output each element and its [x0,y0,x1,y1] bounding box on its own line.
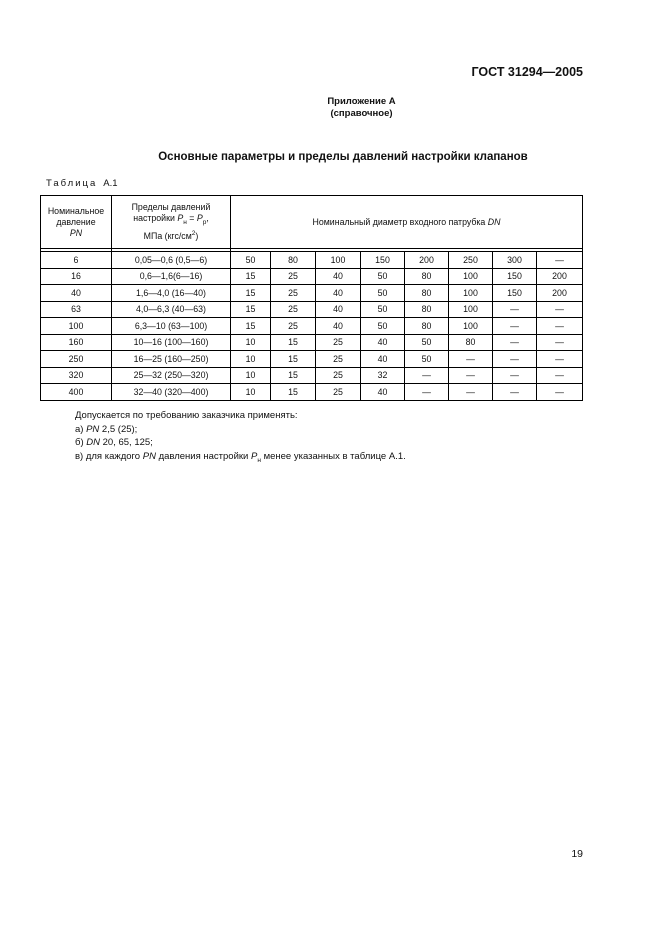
note-c-prefix: в) для каждого [75,450,143,462]
row-diameter-cell: — [449,351,493,368]
row-diameter-cell: 40 [316,285,361,302]
row-diameter-cell: 80 [449,334,493,351]
row-diameter-cell: 15 [231,318,271,335]
row-diameter-cell: — [493,384,537,401]
header-col2-line2-prefix: настройки [133,213,178,224]
header-col1-line2: давление [56,216,96,227]
row-nominal-pressure: 63 [41,301,112,318]
header-col2-line3-suffix: ) [195,230,199,241]
header-nominal-pressure [41,196,112,249]
row-diameter-cell: — [537,334,583,351]
header-col2-pn-sub: н [183,218,187,226]
note-c-italic: PN [142,450,156,462]
header-col3-italic: DN [487,216,501,227]
page-number: 19 [571,848,583,860]
row-diameter-cell: — [493,334,537,351]
row-diameter-cell: 80 [405,301,449,318]
row-diameter-cell: 50 [405,351,449,368]
row-diameter-cell: 15 [271,351,316,368]
row-diameter-cell: — [537,351,583,368]
row-diameter-cell: 200 [537,268,583,285]
row-diameter-cell: — [493,351,537,368]
note-b-prefix: б) [75,437,87,448]
row-diameter-cell: 15 [231,301,271,318]
row-diameter-cell: 10 [231,351,271,368]
row-diameter-cell: — [537,367,583,384]
row-diameter-cell: 50 [361,268,405,285]
row-diameter-cell: 100 [449,301,493,318]
row-diameter-cell: 200 [405,252,449,269]
note-b [75,436,406,450]
row-diameter-cell: — [493,301,537,318]
row-pressure-limits: 6,3—10 (63—100) [112,318,231,335]
parameters-table [40,195,583,401]
standard-code: ГОСТ 31294—2005 [471,65,583,79]
table-row [41,301,583,318]
row-diameter-cell: 100 [449,268,493,285]
row-diameter-cell: 50 [361,285,405,302]
table-row [41,318,583,335]
row-diameter-cell: — [537,318,583,335]
row-diameter-cell: — [493,367,537,384]
table-body [41,252,583,401]
header-col2-sup: 2 [191,229,196,237]
row-diameter-cell: — [537,384,583,401]
row-diameter-cell: — [449,384,493,401]
row-diameter-cell: 80 [405,318,449,335]
row-diameter-cell: 40 [316,301,361,318]
section-title [0,151,661,163]
header-col2-line1: Пределы давлений [131,202,211,213]
note-c [75,450,406,467]
row-diameter-cell: 40 [361,334,405,351]
row-nominal-pressure: 320 [41,367,112,384]
row-diameter-cell: 15 [271,384,316,401]
appendix-subtitle: (справочное) [330,108,393,119]
header-col1-line3: PN [69,227,83,238]
row-nominal-pressure: 400 [41,384,112,401]
row-pressure-limits: 1,6—4,0 (16—40) [112,285,231,302]
row-diameter-cell: 15 [231,285,271,302]
note-a-italic: PN [86,423,100,435]
row-diameter-cell: 15 [231,268,271,285]
row-diameter-cell: — [537,301,583,318]
row-diameter-cell: 100 [449,318,493,335]
note-c-mid: давления настройки [155,450,252,462]
header-col1-line1: Номинальное [47,205,105,216]
note-c-sub: н [257,456,261,464]
row-diameter-cell: 80 [405,285,449,302]
header-col3-text: Номинальный диаметр входного патрубка [312,216,488,227]
row-nominal-pressure: 160 [41,334,112,351]
row-diameter-cell: — [405,367,449,384]
table-row [41,268,583,285]
row-diameter-cell: 150 [493,268,537,285]
row-diameter-cell: — [493,318,537,335]
notes-intro: Допускается по требованию заказчика применять: [75,410,298,421]
row-nominal-pressure: 6 [41,252,112,269]
row-diameter-cell: 25 [316,351,361,368]
row-pressure-limits: 16—25 (160—250) [112,351,231,368]
row-pressure-limits: 25—32 (250—320) [112,367,231,384]
header-col2-line3 [112,228,230,242]
appendix-title: Приложение А [327,96,396,107]
row-pressure-limits: 4,0—6,3 (40—63) [112,301,231,318]
row-pressure-limits: 0,05—0,6 (0,5—6) [112,252,231,269]
table-row [41,367,583,384]
row-diameter-cell: 250 [449,252,493,269]
row-diameter-cell: 40 [316,268,361,285]
table-label-word: Таблица [46,178,98,189]
row-diameter-cell: 25 [271,268,316,285]
row-diameter-cell: 80 [405,268,449,285]
note-a-text: 2,5 (25); [99,423,138,435]
row-diameter-cell: 150 [493,285,537,302]
section-title-text: Основные параметры и пределы давлений настройки клапанов [158,151,528,163]
note-c-p: P [251,450,258,462]
row-diameter-cell: — [537,252,583,269]
header-pressure-limits [112,196,231,249]
row-diameter-cell: 80 [271,252,316,269]
row-nominal-pressure: 100 [41,318,112,335]
header-nominal-diameter [231,196,583,249]
row-diameter-cell: 100 [316,252,361,269]
header-col2-comma: , [206,213,209,224]
table-row [41,334,583,351]
row-diameter-cell: 300 [493,252,537,269]
table-row [41,252,583,269]
header-col2-pn: P [177,213,184,224]
row-diameter-cell: 10 [231,334,271,351]
row-diameter-cell: — [405,384,449,401]
row-pressure-limits: 10—16 (100—160) [112,334,231,351]
row-diameter-cell: 100 [449,285,493,302]
header-col2-pp: P [196,213,203,224]
table-row [41,285,583,302]
row-diameter-cell: — [449,367,493,384]
row-diameter-cell: 40 [361,384,405,401]
note-a-prefix: а) [75,423,87,435]
note-b-italic: DN [86,437,100,448]
row-diameter-cell: 25 [271,285,316,302]
notes [75,409,406,467]
row-diameter-cell: 25 [316,367,361,384]
row-pressure-limits: 0,6—1,6(6—16) [112,268,231,285]
table-header-row [41,196,583,249]
row-diameter-cell: 50 [231,252,271,269]
note-a [75,423,406,437]
row-diameter-cell: 25 [316,384,361,401]
table-row [41,384,583,401]
row-diameter-cell: 40 [361,351,405,368]
table-label [46,178,118,189]
row-diameter-cell: 200 [537,285,583,302]
row-diameter-cell: 10 [231,367,271,384]
row-diameter-cell: 50 [361,318,405,335]
row-diameter-cell: 15 [271,334,316,351]
note-b-text: 20, 65, 125; [99,437,153,448]
table-row [41,351,583,368]
row-diameter-cell: 10 [231,384,271,401]
row-diameter-cell: 15 [271,367,316,384]
row-diameter-cell: 25 [316,334,361,351]
row-nominal-pressure: 250 [41,351,112,368]
row-diameter-cell: 25 [271,301,316,318]
row-diameter-cell: 50 [361,301,405,318]
note-c-text: менее указанных в таблице А.1. [260,450,406,462]
table-label-number: А.1 [103,178,118,189]
appendix-heading [0,96,661,120]
header-col2-line2 [112,213,230,228]
row-diameter-cell: 50 [405,334,449,351]
header-col2-equals: = [186,213,197,224]
row-nominal-pressure: 16 [41,268,112,285]
row-pressure-limits: 32—40 (320—400) [112,384,231,401]
row-diameter-cell: 25 [271,318,316,335]
header-col2-pp-sub: р [202,218,207,226]
row-diameter-cell: 32 [361,367,405,384]
header-col2-line3-prefix: МПа (кгс/см [143,230,192,241]
row-diameter-cell: 40 [316,318,361,335]
row-nominal-pressure: 40 [41,285,112,302]
row-diameter-cell: 150 [361,252,405,269]
